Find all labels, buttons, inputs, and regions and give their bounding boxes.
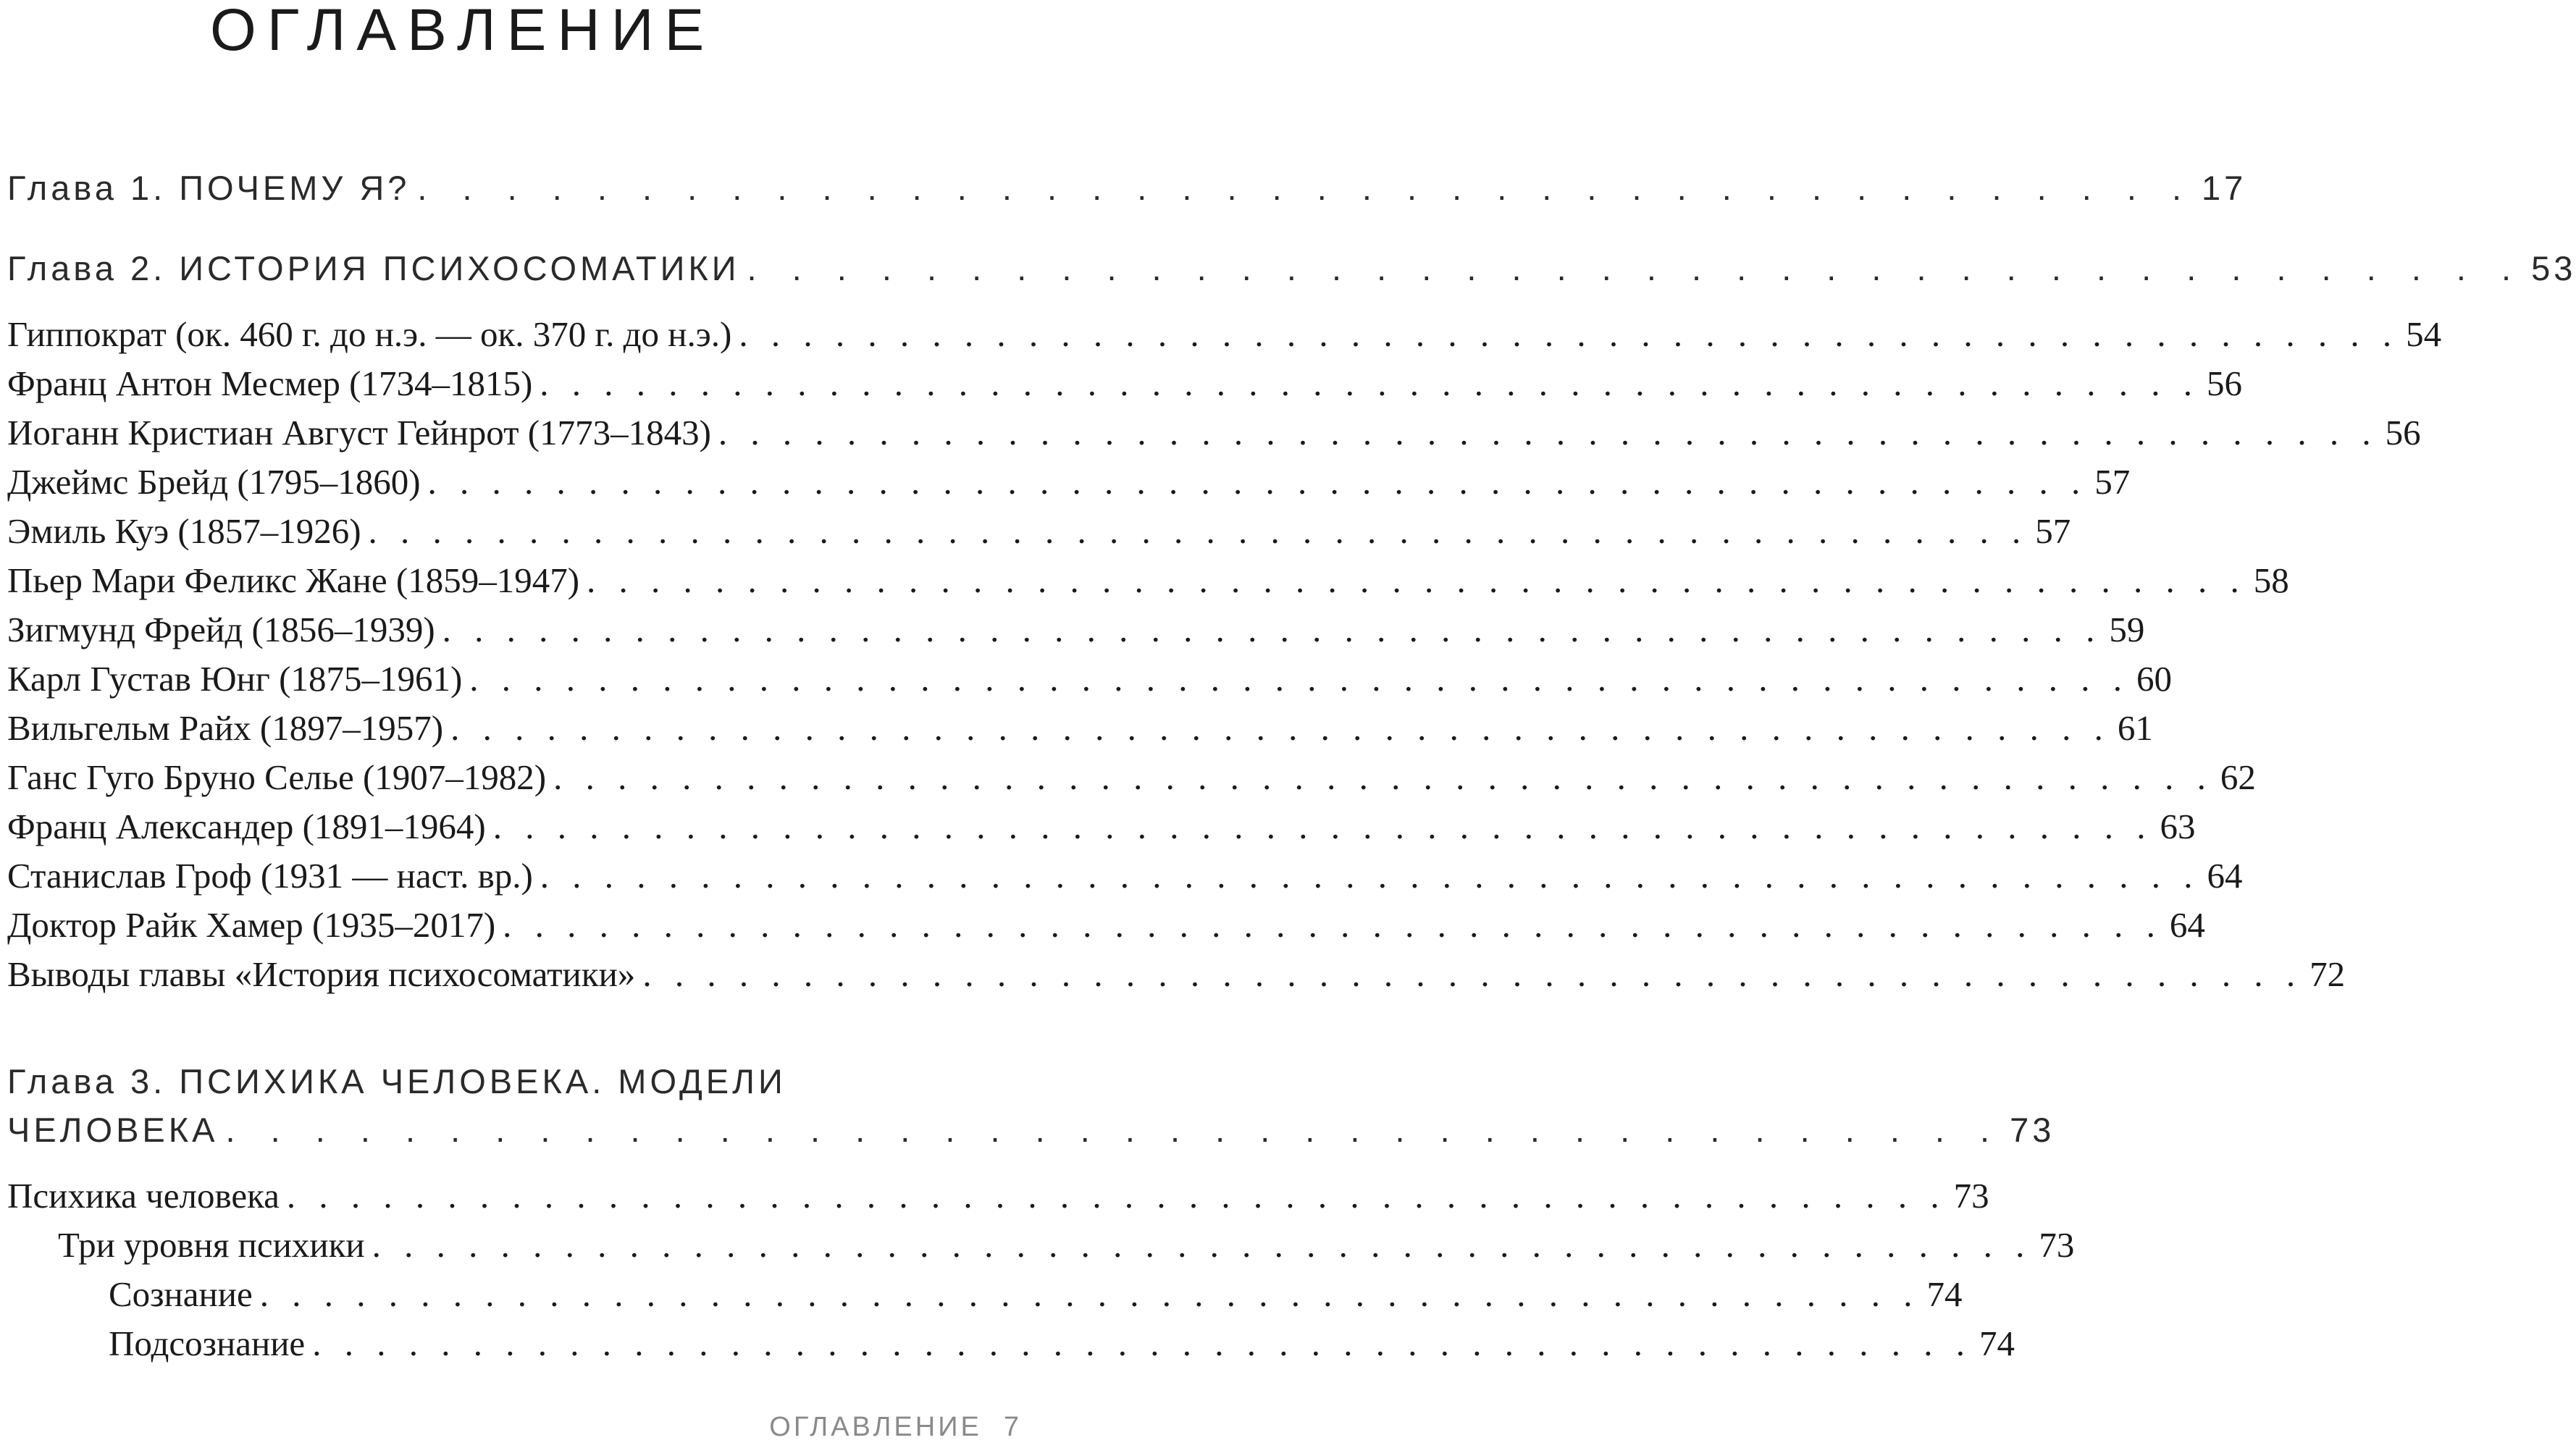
section-title: Зигмунд Фрейд (1856–1939): [7, 610, 435, 649]
toc-chapter-3[interactable]: [7, 1110, 2055, 1150]
dot-leader: . . . . . . . . . . . . . . . . . . . . . . . . . . . . . . . . . . . . . . . .: [417, 169, 2194, 207]
page-number: 60: [2136, 659, 2173, 699]
toc-section[interactable]: [7, 806, 2196, 847]
dot-leader: . . . . . . . . . . . . . . . . . . . . . . . . . . . . . . . . . . . . . . . . . . . . . . . . . . . .: [642, 954, 2303, 994]
page-number: 17: [2202, 169, 2247, 207]
dot-leader: . . . . . . . . . . . . . . . . . . . . . . . . . . . . . . . . . . . . . . . . . . . . . . . . . . . .: [718, 413, 2378, 452]
dot-leader: . . . . . . . . . . . . . . . . . . . . . . . . . . . . . . . . . . . . . . . . . . . . . . . . . . . .: [368, 511, 2029, 551]
toc-section[interactable]: [7, 658, 2173, 699]
section-title: Франц Александер (1891–1964): [7, 807, 486, 846]
dot-leader: . . . . . . . . . . . . . . . . . . . . . . . . . . . . . . . . . . . . . . . .: [225, 1111, 2003, 1149]
page-number: 58: [2253, 560, 2289, 600]
dot-leader: . . . . . . . . . . . . . . . . . . . . . . . . . . . . . . . . . . . . . . . . . . . . . . . . . . . .: [469, 659, 2130, 699]
toc-section[interactable]: [7, 412, 2421, 453]
section-title: Доктор Райк Хамер (1935–2017): [7, 905, 496, 945]
running-footer: [769, 1412, 1022, 1443]
section-title: Франц Антон Месмер (1734–1815): [7, 363, 533, 403]
toc-section[interactable]: [7, 510, 2071, 552]
dot-leader: . . . . . . . . . . . . . . . . . . . . . . . . . . . . . . . . . . . . . . . . . . . . . . . . . . . .: [503, 905, 2162, 945]
chapter-title: Глава 2. ИСТОРИЯ ПСИХОСОМАТИКИ: [7, 249, 740, 287]
section-title: Станислав Гроф (1931 — наст. вр.): [7, 856, 533, 896]
section-title: Вильгельм Райх (1897–1957): [7, 708, 444, 748]
toc-section[interactable]: [7, 560, 2289, 601]
section-title: Три уровня психики: [58, 1225, 365, 1265]
page-number: 63: [2160, 807, 2196, 846]
dot-leader: . . . . . . . . . . . . . . . . . . . . . . . . . . . . . . . . . . . . . . . . . . . . . . . . . . . .: [739, 314, 2399, 354]
toc-section[interactable]: [7, 707, 2153, 749]
section-title: Подсознание: [109, 1323, 306, 1363]
dot-leader: . . . . . . . . . . . . . . . . . . . . . . . . . . . . . . . . . . . . . . . . . . . . . . . . . . . .: [450, 708, 2110, 748]
dot-leader: . . . . . . . . . . . . . . . . . . . . . . . . . . . . . . . . . . . . . . . . . . . . . . . . . . . .: [540, 363, 2200, 403]
section-title: Эмиль Куэ (1857–1926): [7, 511, 361, 551]
footer-page-number: 7: [1003, 1412, 1022, 1442]
page-number: 59: [2109, 610, 2145, 649]
page-number: 56: [2385, 413, 2421, 452]
section-title: Карл Густав Юнг (1875–1961): [7, 659, 463, 699]
dot-leader: . . . . . . . . . . . . . . . . . . . . . . . . . . . . . . . . . . . . . . . . . . . . . . . . . . . .: [442, 610, 2102, 649]
page-number: 56: [2207, 363, 2243, 403]
section-title: Джеймс Брейд (1795–1860): [7, 462, 421, 502]
page-number: 64: [2207, 856, 2243, 896]
section-title: Выводы главы «История психосоматики»: [7, 954, 636, 994]
page-number: 61: [2117, 708, 2153, 748]
section-title: Ганс Гуго Бруно Селье (1907–1982): [7, 757, 547, 797]
dot-leader: . . . . . . . . . . . . . . . . . . . . . . . . . . . . . . . . . . . . . . . . . . . . . . . . . . . .: [372, 1225, 2032, 1265]
toc-section[interactable]: [7, 461, 2131, 502]
toc-section[interactable]: [7, 1175, 1989, 1216]
section-title: Иоганн Кристиан Август Гейнрот (1773–1843): [7, 413, 711, 452]
section-title: Пьер Мари Феликс Жане (1859–1947): [7, 560, 580, 600]
page-number: 64: [2169, 905, 2205, 945]
toc-section[interactable]: [7, 757, 2256, 798]
chapter-3-title-line-1[interactable]: Глава 3. ПСИХИКА ЧЕЛОВЕКА. МОДЕЛИ: [7, 1062, 786, 1100]
dot-leader: . . . . . . . . . . . . . . . . . . . . . . . . . . . . . . . . . . . . . . . . . . . . . . . . . . . .: [286, 1176, 1947, 1216]
toc-chapter-1[interactable]: [7, 168, 2247, 208]
toc-subsubsection[interactable]: [109, 1274, 1963, 1315]
section-title: Гиппократ (ок. 460 г. до н.э. — ок. 370 г. до н.э.): [7, 314, 732, 354]
footer-label: ОГЛАВЛЕНИЕ: [769, 1412, 982, 1442]
page-number: 62: [2220, 757, 2256, 797]
toc-subsubsection[interactable]: [109, 1323, 2015, 1364]
page-number: 73: [1953, 1176, 1989, 1216]
page-number: 74: [1926, 1274, 1963, 1314]
section-title: Психика человека: [7, 1176, 280, 1216]
toc-section[interactable]: [7, 904, 2205, 946]
page-number: 54: [2406, 314, 2442, 354]
page-number: 73: [2010, 1111, 2055, 1149]
dot-leader: . . . . . . . . . . . . . . . . . . . . . . . . . . . . . . . . . . . . . . . . . . . . . . . . . . . .: [492, 807, 2153, 846]
dot-leader: . . . . . . . . . . . . . . . . . . . . . . . . . . . . . . . . . . . . . . . . . . . . . . . . . . . .: [427, 462, 2088, 502]
dot-leader: . . . . . . . . . . . . . . . . . . . . . . . . . . . . . . . . . . . . . . . . . . . . . . . . . . . .: [259, 1274, 1920, 1314]
toc-subsection[interactable]: [58, 1224, 2075, 1266]
dot-leader: . . . . . . . . . . . . . . . . . . . . . . . . . . . . . . . . . . . . . . . . . . . . . . . . . . . .: [312, 1323, 1972, 1363]
page-number: 74: [1979, 1323, 2015, 1363]
dot-leader: . . . . . . . . . . . . . . . . . . . . . . . . . . . . . . . . . . . . . . . . . . . . . . . . . . . .: [587, 560, 2246, 600]
page-number: 57: [2035, 511, 2071, 551]
toc-section[interactable]: [7, 855, 2243, 896]
toc-chapter-2[interactable]: [7, 248, 2576, 288]
toc-section[interactable]: [7, 609, 2145, 650]
page-number: 57: [2094, 462, 2131, 502]
dot-leader: . . . . . . . . . . . . . . . . . . . . . . . . . . . . . . . . . . . . . . . . . . . . . . . . . . . .: [553, 757, 2213, 797]
dot-leader: . . . . . . . . . . . . . . . . . . . . . . . . . . . . . . . . . . . . . . . . . . . . . . . . . . . .: [540, 856, 2200, 896]
chapter-title: Глава 1. ПОЧЕМУ Я?: [7, 169, 411, 207]
page-number: 73: [2039, 1225, 2075, 1265]
chapter-title: ЧЕЛОВЕКА: [7, 1111, 219, 1149]
toc-section[interactable]: [7, 313, 2442, 355]
toc-section[interactable]: [7, 954, 2346, 995]
page-title: ОГЛАВЛЕНИЕ: [210, 0, 716, 63]
dot-leader: . . . . . . . . . . . . . . . . . . . . . . . . . . . . . . . . . . . . . . . .: [747, 249, 2525, 287]
toc-section[interactable]: [7, 363, 2243, 404]
page-number: 53: [2531, 249, 2576, 287]
page-number: 72: [2309, 954, 2346, 994]
section-title: Сознание: [109, 1274, 253, 1314]
